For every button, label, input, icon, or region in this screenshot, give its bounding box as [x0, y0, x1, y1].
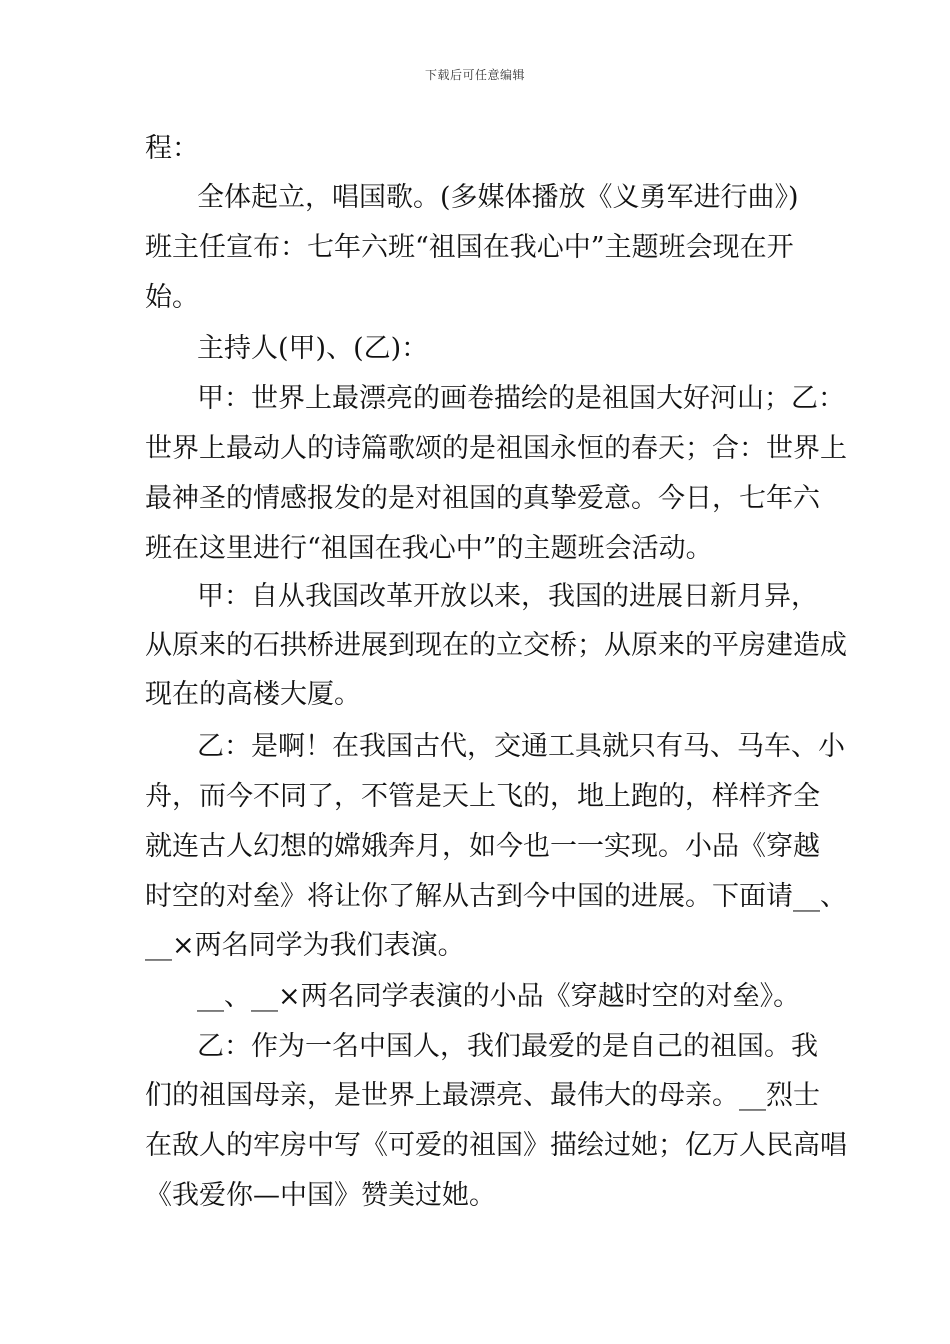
paragraph-line: 现在的高楼大厦。: [145, 679, 361, 710]
paragraph-line: 程：: [145, 133, 199, 164]
paragraph-line: 《我爱你—中国》赞美过她。: [145, 1180, 496, 1211]
paragraph-line: 在敌人的牢房中写《可爱的祖国》描绘过她；亿万人民高唱: [145, 1130, 847, 1161]
paragraph-line: 最神圣的情感报发的是对祖国的真挚爱意。今日，七年六: [145, 483, 820, 514]
paragraph-line: 们的祖国母亲，是世界上最漂亮、最伟大的母亲。__烈士: [145, 1080, 820, 1111]
paragraph-line: 始。: [145, 282, 199, 313]
paragraph-line: 班在这里进行“祖国在我心中”的主题班会活动。: [145, 533, 713, 564]
paragraph-line: __、__×两名同学表演的小品《穿越时空的对垒》。: [197, 981, 801, 1012]
paragraph-line: 从原来的石拱桥进展到现在的立交桥；从原来的平房建造成: [145, 630, 847, 661]
paragraph-line: 世界上最动人的诗篇歌颂的是祖国永恒的春天；合：世界上: [145, 433, 847, 464]
paragraph-line: 班主任宣布：七年六班“祖国在我心中”主题班会现在开: [145, 232, 794, 263]
paragraph-line: 甲：自从我国改革开放以来，我国的进展日新月异，: [197, 581, 818, 612]
paragraph-line: 甲：世界上最漂亮的画卷描绘的是祖国大好河山；乙：: [197, 383, 845, 414]
paragraph-line: 时空的对垒》将让你了解从古到今中国的进展。下面请__、: [145, 881, 847, 912]
paragraph-line: 乙：作为一名中国人，我们最爱的是自己的祖国。我: [197, 1031, 818, 1062]
paragraph-line: 就连古人幻想的嫦娥奔月，如今也一一实现。小品《穿越: [145, 831, 820, 862]
paragraph-line: 全体起立，唱国歌。(多媒体播放《义勇军进行曲》): [197, 182, 799, 213]
paragraph-line: 舟，而今不同了，不管是天上飞的，地上跑的，样样齐全: [145, 781, 820, 812]
paragraph-line: 主持人(甲)、(乙)：: [197, 333, 429, 364]
paragraph-line: 乙：是啊！在我国古代，交通工具就只有马、马车、小: [197, 731, 845, 762]
paragraph-line: __×两名同学为我们表演。: [145, 930, 465, 961]
page-header: 下载后可任意编辑: [424, 68, 525, 82]
